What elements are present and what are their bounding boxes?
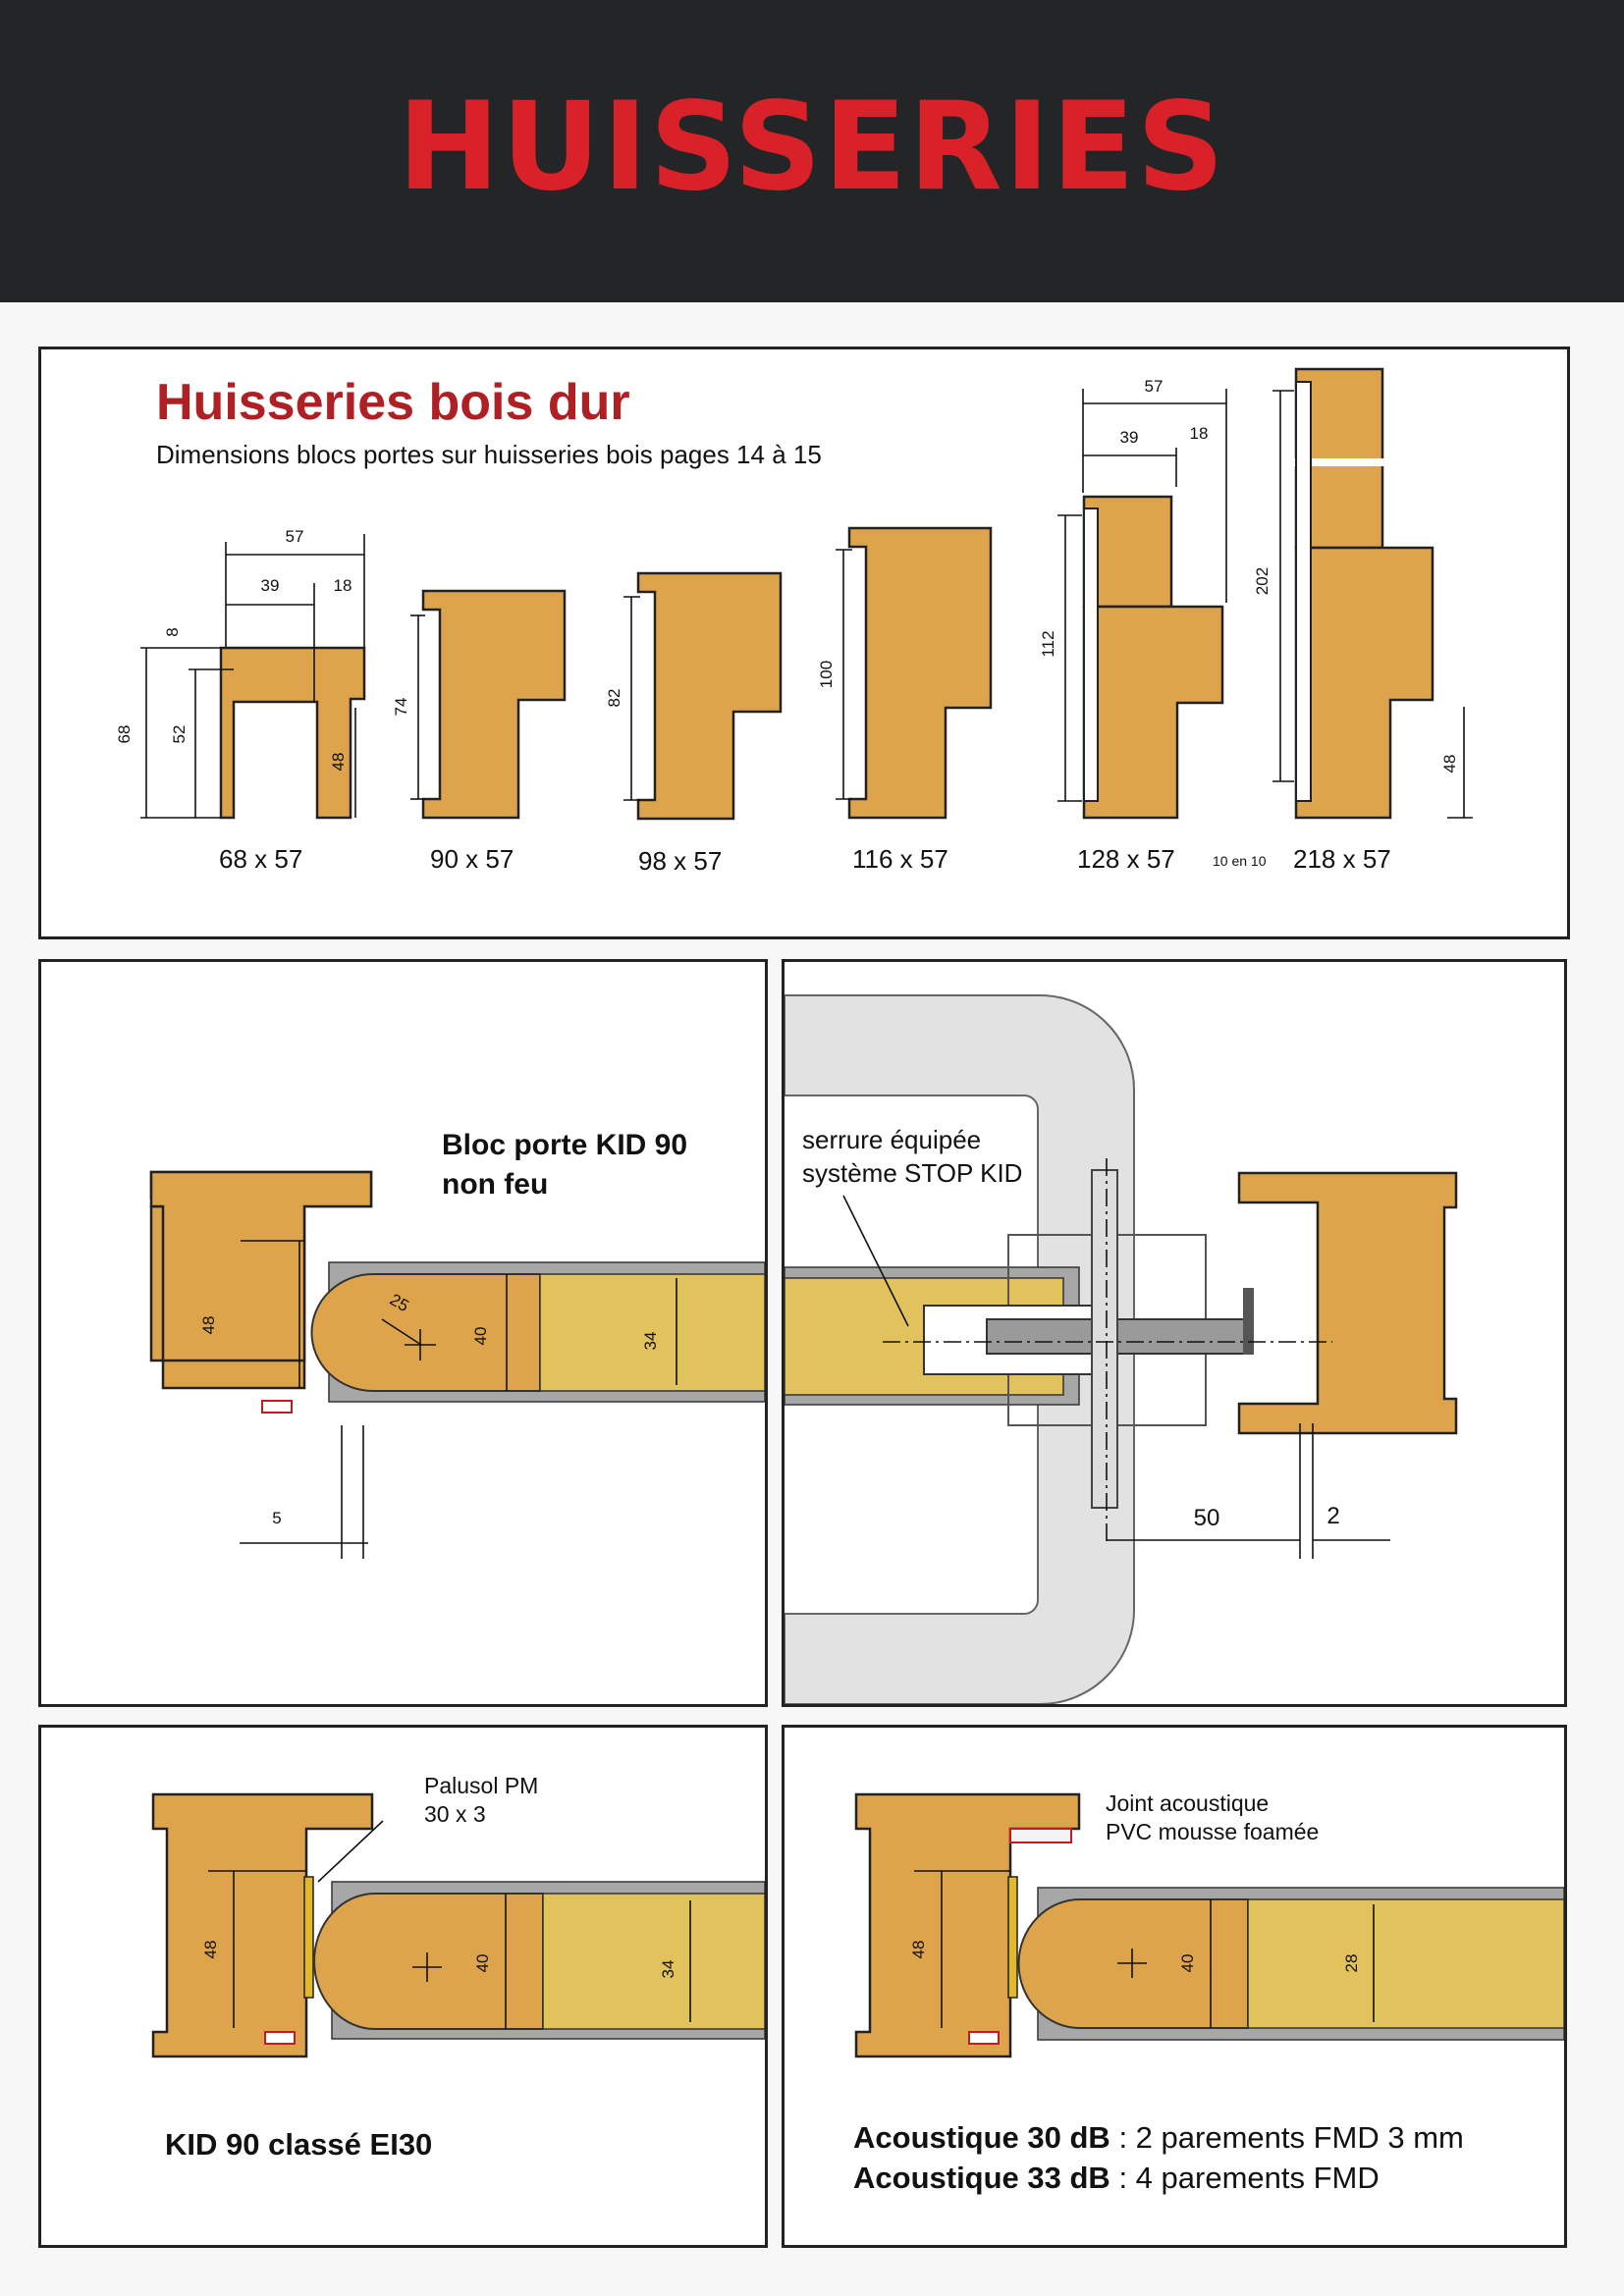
ei30-caption: KID 90 classé EI30: [165, 2127, 433, 2162]
kid90-title-line1: Bloc porte KID 90: [442, 1129, 688, 1161]
dim-rebate: 112: [1039, 630, 1057, 658]
dim-radius: 25: [386, 1290, 412, 1316]
acoustic-spec-1: [853, 2120, 1464, 2156]
panel-acoustique: [782, 1725, 1567, 2248]
profile-label: 68 x 57: [219, 844, 303, 874]
lock-section-diagram: [785, 962, 1564, 1704]
acoustic-label-line2: PVC mousse foamée: [1106, 1819, 1320, 1844]
profile-90x57-wood: [423, 591, 565, 818]
dim-rebate: 74: [392, 697, 410, 717]
panel-kid90-non-feu: [38, 959, 768, 1707]
dim-total: 68: [115, 724, 134, 744]
profile-90x57: [392, 591, 565, 818]
acoustic-spec-1-desc: : 2 parements FMD 3 mm: [1110, 2120, 1464, 2155]
ei30-section-diagram: [41, 1728, 765, 2245]
palusol-label-line2: 30 x 3: [424, 1801, 486, 1827]
dim-frame: 48: [201, 1940, 220, 1959]
lock-label-line1: serrure équipée: [802, 1125, 985, 1155]
dim-door: 40: [1178, 1953, 1197, 1973]
page-title: HUISSERIES: [398, 77, 1226, 218]
handle-spindle: [1092, 1170, 1117, 1508]
profile-label: 116 x 57: [852, 844, 948, 874]
dim-lip: 8: [163, 627, 182, 637]
panel-serrure-stop-kid: [782, 959, 1567, 1707]
profile-label: 218 x 57: [1293, 844, 1391, 874]
door-core: [543, 1894, 765, 2029]
kid90-section-diagram: [41, 962, 765, 1704]
dim-width: 57: [1144, 377, 1164, 396]
dim-core: 28: [1342, 1953, 1361, 1973]
profile-label: 90 x 57: [430, 844, 514, 874]
dim-w1: 39: [260, 576, 280, 595]
acoustic-seal: [1010, 1829, 1071, 1842]
palusol-strip: [1008, 1877, 1017, 1998]
profile-218x57-wood-bottom: [1296, 548, 1433, 818]
dim-door: 40: [471, 1326, 490, 1346]
section-subtitle: Dimensions blocs portes sur huisseries bois pages 14 à 15: [156, 440, 822, 469]
dim-web: 48: [1440, 754, 1459, 774]
dim-w1: 39: [1119, 428, 1139, 447]
dim-w2: 18: [333, 576, 352, 595]
profile-label: 128 x 57: [1077, 844, 1175, 874]
door-edge: [314, 1894, 543, 2029]
palusol-label-line1: Palusol PM: [424, 1773, 539, 1798]
profile-68x57: [115, 527, 364, 818]
intumescent-seal: [265, 2032, 295, 2044]
profile-218x57: [1253, 369, 1473, 818]
acoustic-spec-2: [853, 2161, 1380, 2196]
frame-wood: [1239, 1173, 1456, 1433]
dim-w2: 18: [1189, 424, 1209, 443]
page-header: [0, 0, 1624, 302]
panel-huisseries-bois-dur: [38, 347, 1570, 939]
profile-116x57-wood: [849, 528, 991, 818]
door-core: [1248, 1899, 1564, 2028]
acoustic-spec-2-label: Acoustique 33 dB: [853, 2161, 1110, 2195]
note-10en10: 10 en 10: [1213, 853, 1267, 869]
profile-label: 98 x 57: [638, 846, 723, 876]
dim-frame: 48: [199, 1315, 218, 1335]
dim-rebate: 202: [1253, 566, 1272, 596]
profile-98x57-wood: [638, 573, 781, 819]
dim-core: 34: [641, 1331, 660, 1351]
strike-plate: [1243, 1288, 1254, 1355]
dim-rebate: 52: [170, 724, 189, 744]
dim-width: 57: [285, 527, 304, 546]
profile-128x57: [1039, 377, 1226, 818]
profile-98x57: [605, 573, 781, 819]
profile-68x57-wood: [221, 648, 364, 818]
acoustic-spec-1-label: Acoustique 30 dB: [853, 2120, 1110, 2155]
dim-gap: 2: [1326, 1503, 1340, 1529]
dim-door: 40: [473, 1953, 492, 1973]
dim-frame: 48: [909, 1940, 928, 1959]
lock-label-line2: système STOP KID: [802, 1158, 1026, 1189]
kid90-title-line2: non feu: [442, 1168, 549, 1201]
section-title: Huisseries bois dur: [156, 374, 630, 431]
intumescent-seal: [262, 1401, 292, 1413]
profile-116x57: [817, 528, 991, 818]
dim-rebate: 82: [605, 688, 623, 708]
acoustic-spec-2-desc: : 4 parements FMD: [1110, 2161, 1380, 2195]
dim-gap: 5: [272, 1509, 282, 1527]
dim-core: 34: [659, 1959, 677, 1979]
dim-rebate: 100: [817, 660, 836, 689]
intumescent-seal: [969, 2032, 999, 2044]
panel-kid90-ei30: [38, 1725, 768, 2248]
dim-bolt: 50: [1193, 1505, 1220, 1531]
palusol-strip: [304, 1877, 313, 1998]
door-edge: [311, 1274, 540, 1391]
acoustic-label-line1: Joint acoustique: [1106, 1790, 1270, 1816]
dim-web: 48: [329, 752, 348, 772]
profile-128x57-wood-bottom: [1084, 607, 1222, 818]
